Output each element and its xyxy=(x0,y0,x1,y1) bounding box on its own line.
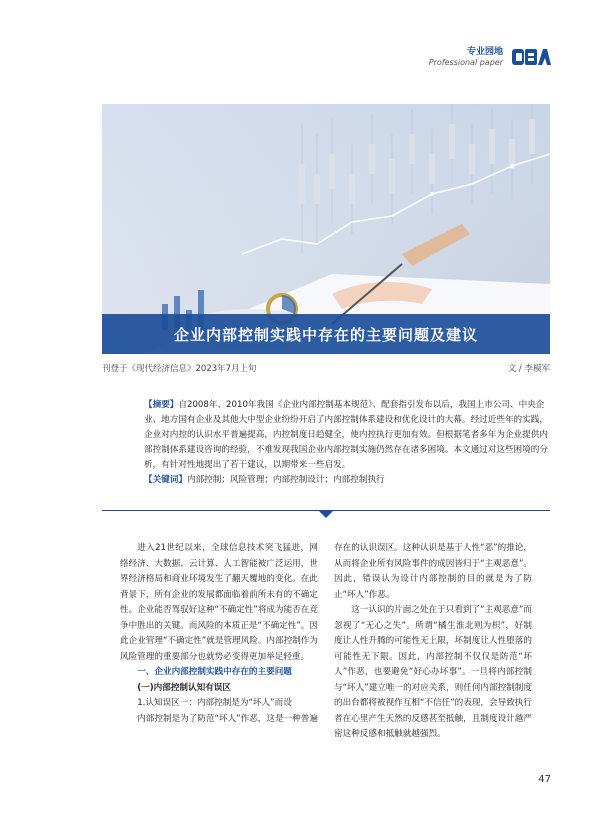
magazine-logo xyxy=(511,45,551,69)
article-title: 企业内部控制实践中存在的主要问题及建议 xyxy=(173,325,478,344)
abstract-paragraph xyxy=(144,398,554,473)
body-column-left xyxy=(120,541,318,727)
page-number: 47 xyxy=(538,774,551,785)
body-paragraph: 这一认识的片面之处在于只看到了“主观恶意”而忽视了“无心之失”。所谓“橘生淮北则为枳”，好制度让人性升腾的可能性无上限，坏制度让人性堕落的可能性无下限。因此，内部控制不仅仅是防范“坏人”作恶，也要避免“好心办坏事”。一旦将内部控制与“坏人”建立唯一的对应关系，则任何内部控制制度的出台都将被视作互相“不信任”的表现，会导致执行者在心里产生天然的反感甚至抵触，且制度设计越严密这种反感和抵触就越强烈。 xyxy=(334,605,532,739)
source-line: 刊登于《现代经济信息》2023年7月上旬 xyxy=(102,364,257,374)
column-title-cn: 专业园地 xyxy=(466,47,503,58)
hero-image xyxy=(102,104,550,354)
keywords-label: 【关键词】 xyxy=(144,475,187,485)
column-header xyxy=(429,44,551,70)
column-title-en: Professional paper xyxy=(428,57,503,67)
body-paragraph: 进入21世纪以来，全球信息技术突飞猛进，网络经济、大数据、云计算、人工智能被广泛运用，世界经济格局和商业环境发生了翻天覆地的变化。在此背景下，所有企业的发展都面临着前所未有的不确定性。企业能否驾驭好这种“不确定性”将成为能否在竞争中胜出的关键。而风险的本质正是“不确定性”。因此企业管理“不确定性”就是管理风险。内部控制作为风险管理的重要部分也就势必变得更加举足轻重。 xyxy=(120,543,318,662)
column-label xyxy=(429,47,503,67)
abstract-label: 【摘要】 xyxy=(144,400,179,410)
body-column-right xyxy=(334,541,532,743)
body-paragraph: 存在的认识误区。这种认识是基于人性“恶”的推论，从而将企业所有风险事件的成因皆归于“主观恶意”。因此，错误认为设计内部控制的目的就是为了防止“坏人”作恶。 xyxy=(334,543,532,600)
section-heading: 一、企业内部控制实践中存在的主要问题 xyxy=(137,667,292,677)
keywords-paragraph xyxy=(144,473,554,488)
abstract-section xyxy=(144,398,554,502)
title-banner xyxy=(102,314,550,354)
body-paragraph: 1.认知误区一：内部控制是为“坏人”而设 xyxy=(137,698,292,708)
abstract-text: 自2008年、2010年我国《企业内部控制基本规范》、配套指引发布以后，我国上市公司、中央企业、地方国有企业及其他大中型企业纷纷开启了内部控制体系建设和优化设计的大幕。经过近些年的实践，企业对内控的认识水平普遍提高，内控制度日趋健全，使内控执行更加有效。但根据笔者多年为企业提供内部控制体系建设咨询的经验，不难发现我国企业内部控制实施仍然存在诸多困境。本文通过对这些困境的分析，有针对性地提出了若干建议，以期带来一些启发。 xyxy=(144,400,548,470)
author-line: 文 / 李模军 xyxy=(507,364,550,374)
keywords-text: 内部控制；风险管理；内部控制设计；内部控制执行 xyxy=(186,475,385,485)
divider-arrow-icon xyxy=(318,510,334,518)
subsection-heading: (一)内部控制认知有误区 xyxy=(137,682,231,693)
body-paragraph: 内部控制是为了防范“坏人”作恶，这是一种普遍 xyxy=(137,713,318,724)
